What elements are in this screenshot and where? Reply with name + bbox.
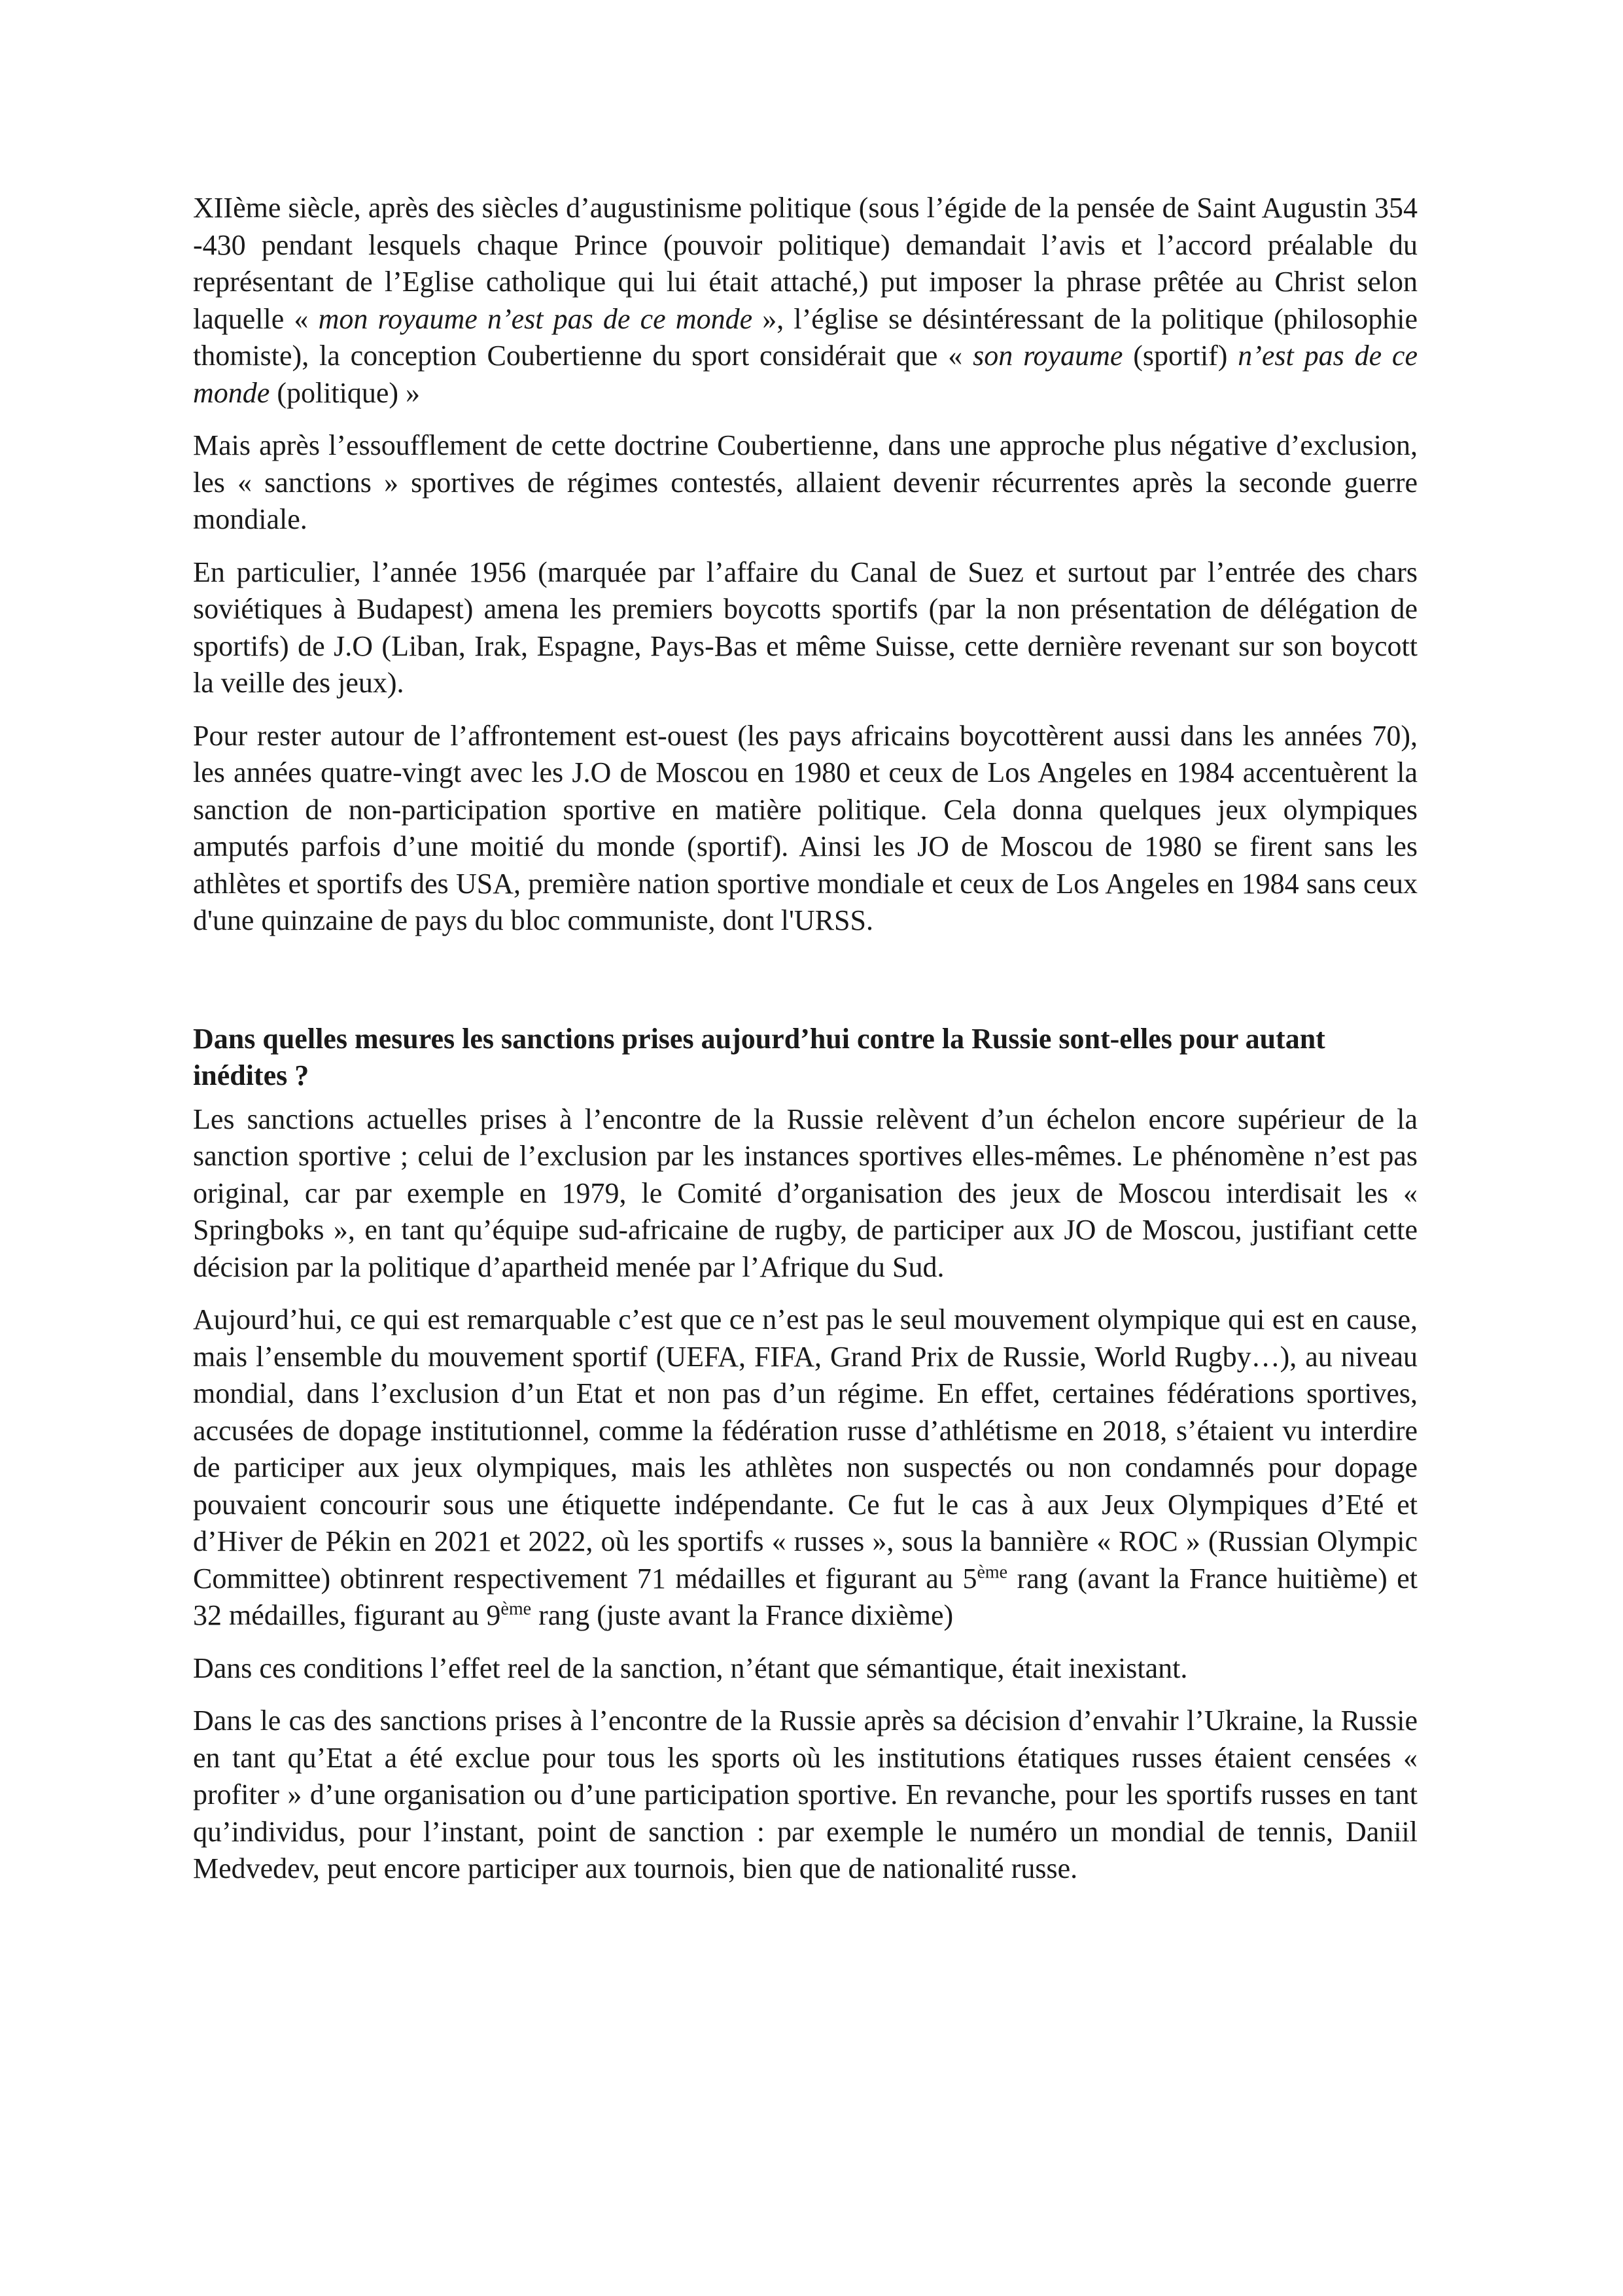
paragraph-today: [193, 1301, 1418, 1634]
section-spacer: [193, 955, 1418, 1021]
paragraph-text: Aujourd’hui, ce qui est remarquable c’est que ce n’est pas le seul mouvement olympique qui est en cause, mais l’ensemble du mouvement sportif (UEFA, FIFA, Grand Prix de Russie, World Rugby…), au niveau mondial, dans l’exclusion d’un Etat et non pas d’un régime. En effet, certaines fédérations sportives, accusées de dopage institutionnel, comme la fédération russe d’athlétisme en 2018, s’étaient vu interdire de participer aux jeux olympiques, mais les athlètes non suspectés ou non condamnés pour dopage pouvaient concourir sous une étiquette indépendante. Ce fut le cas à aux Jeux Olympiques d’Eté et d’Hiver de Pékin en 2021 et 2022, où les sportifs « russes », sous la bannière « ROC » (Russian Olympic Committee) obtinrent respectivement 71 médailles et figurant au 5: [193, 1303, 1418, 1595]
paragraph-text: », l’église se désintéressant de la politique (philosophie thomiste), la conception Coubertienne du sport considérait que «: [193, 302, 1418, 372]
paragraph-text: (politique) »: [270, 376, 421, 409]
italic-quote: n’est pas de ce monde: [193, 340, 1418, 409]
paragraph-exclusion: Mais après l’essoufflement de cette doctrine Coubertienne, dans une approche plus négative d’exclusion, les « sanctions » sportives de régimes contestés, allaient devenir récurrentes après la seconde guerre mondiale.: [193, 429, 1418, 535]
paragraph-semantic-effect: Dans ces conditions l’effet reel de la sanction, n’étant que sémantique, était inexistant.: [193, 1651, 1188, 1684]
paragraph-east-west: Pour rester autour de l’affrontement est-ouest (les pays africains boycottèrent aussi dans les années 70), les années quatre-vingt avec les J.O de Moscou en 1980 et ceux de Los Angeles en 1984 accentuèrent la sanction de non-participation sportive en matière politique. Cela donna quelques jeux olympiques amputés parfois d’une moitié du monde (sportif). Ainsi les JO de Moscou de 1980 se firent sans les athlètes et sportifs des USA, première nation sportive mondiale et ceux de Los Angeles en 1984 sans ceux d'une quinzaine de pays du bloc communiste, dont l'URSS.: [193, 719, 1418, 936]
paragraph-text: XIIème siècle, après des siècles d’augustinisme politique (sous l’égide de la pensée de Saint Augustin 354 -430 pendant lesquels chaque Prince (pouvoir politique) demandait l’avis et l’accord préalable du représentant de l’Eglise catholique qui lui était attaché,) put imposer la phrase prêtée au Christ selon laquelle «: [193, 192, 1418, 335]
paragraph-ukraine: Dans le cas des sanctions prises à l’encontre de la Russie après sa décision d’envahir l’Ukraine, la Russie en tant qu’Etat a été exclue pour tous les sports où les institutions étatiques russes étaient censées « profiter » d’une organisation ou d’une participation sportive. En revanche, pour les sportifs russes en tant qu’individus, pour l’instant, point de sanction : par exemple le numéro un mondial de tennis, Daniil Medvedev, peut encore participer aux tournois, bien que de nationalité russe.: [193, 1704, 1418, 1884]
paragraph-text: rang (avant la France huitième) et 32 médailles, figurant au 9: [193, 1562, 1418, 1631]
paragraph-1956-boycotts: En particulier, l’année 1956 (marquée par l’affaire du Canal de Suez et surtout par l’entrée des chars soviétiques à Budapest) amena les premiers boycotts sportifs (par la non présentation de délégation de sportifs) de J.O (Liban, Irak, Espagne, Pays-Bas et même Suisse, cette dernière revenant sur son boycott la veille des jeux).: [193, 556, 1418, 699]
italic-quote: mon royaume n’est pas de ce monde: [318, 302, 753, 335]
paragraph-coubertin-doctrine: [193, 190, 1418, 412]
italic-quote: son royaume: [973, 340, 1123, 372]
superscript: ème: [977, 1561, 1008, 1582]
paragraph-text: rang (juste avant la France dixième): [531, 1599, 954, 1631]
section-heading: Dans quelles mesures les sanctions prises aujourd’hui contre la Russie sont-elles pour autant inédites ?: [193, 1022, 1325, 1091]
paragraph-text: (sportif): [1123, 340, 1238, 372]
paragraph-current-sanctions: Les sanctions actuelles prises à l’encontre de la Russie relèvent d’un échelon encore supérieur de la sanction sportive ; celui de l’exclusion par les instances sportives elles-mêmes. Le phénomène n’est pas original, car par exemple en 1979, le Comité d’organisation des jeux de Moscou interdisait les « Springboks », en tant qu’équipe sud-africaine de rugby, de participer aux JO de Moscou, justifiant cette décision par la politique d’apartheid menée par l’Afrique du Sud.: [193, 1103, 1418, 1283]
superscript: ème: [500, 1598, 532, 1619]
document-page: [193, 190, 1418, 1903]
